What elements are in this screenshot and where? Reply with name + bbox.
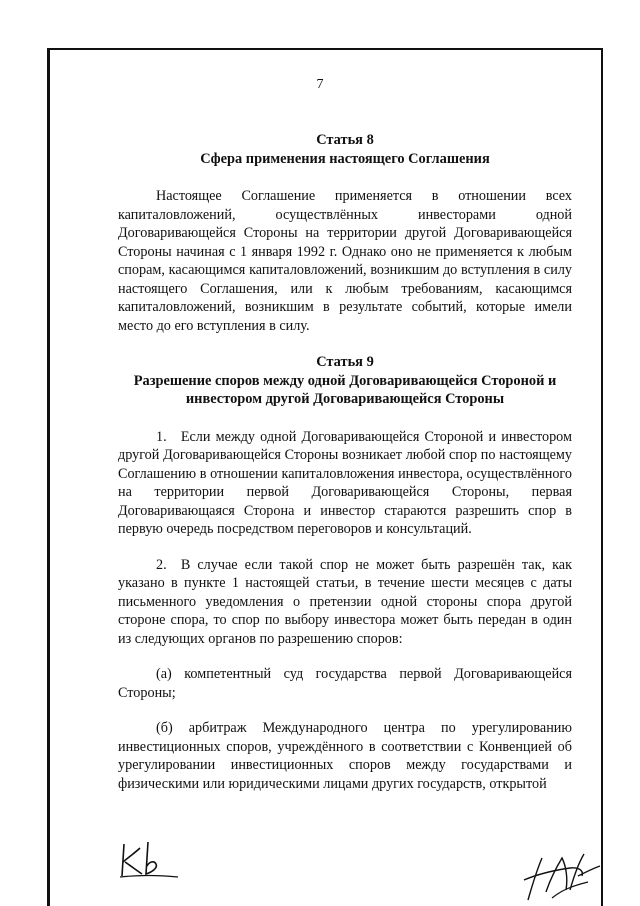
initials-signature-left <box>118 838 180 880</box>
article-9-subtitle-line1: Разрешение споров между одной Договаривающейся Стороной и <box>133 372 557 389</box>
article-9-item-b: (б) арбитраж Международного центра по урегулированию инвестиционных споров, учреждённого в соответствии с Конвенцией об урегулировании инвестиционных споров между государствами и физическими или юридическими лицами других государств, открытой <box>118 720 572 792</box>
page-number: 7 <box>316 77 324 92</box>
article-8-paragraph: Настоящее Соглашение применяется в отношении всех капиталовложений, осуществлённых инвесторами одной Договаривающейся Стороны на территории другой Договаривающейся Стороны начиная с 1 января 1992 г. Однако оно не применяется к любым спорам, касающимся капиталовложений, возникшим до вступления в силу настоящего Соглашения, или к любым требованиям, касающимся капиталовложений, возникшим в результате событий, которые имели место до его вступления в силу. <box>118 188 572 334</box>
article-9-title: Статья 9 <box>316 354 374 370</box>
article-8-subtitle: Сфера применения настоящего Соглашения <box>200 150 490 167</box>
article-9-paragraph-1: 1. Если между одной Договаривающейся Стороной и инвестором другой Договаривающейся Стороны возникает любой спор по настоящему Соглашению в отношении капиталовложения инвестора, осуществлённого на территории первой Договаривающейся Стороны, первая Договаривающаяся Сторона и инвестор стараются разрешить спор в первую очередь посредством переговоров и консультаций. <box>118 428 572 537</box>
initials-signature-right <box>512 846 604 904</box>
article-9-section <box>118 353 572 793</box>
article-9-item-a: (а) компетентный суд государства первой Договаривающейся Стороны; <box>118 666 572 701</box>
article-8-title: Статья 8 <box>316 132 374 148</box>
article-9-paragraph-2: 2. В случае если такой спор не может быть разрешён так, как указано в пункте 1 настоящей статьи, в течение шести месяцев с даты письменного уведомления о претензии одной стороны спора другой стороне спора, то спор по выбору инвестора может быть передан в один из следующих органов по разрешению споров: <box>118 556 572 647</box>
article-9-subtitle-line2: инвестором другой Договаривающейся Стороны <box>185 391 505 407</box>
article-8-section <box>118 131 572 335</box>
